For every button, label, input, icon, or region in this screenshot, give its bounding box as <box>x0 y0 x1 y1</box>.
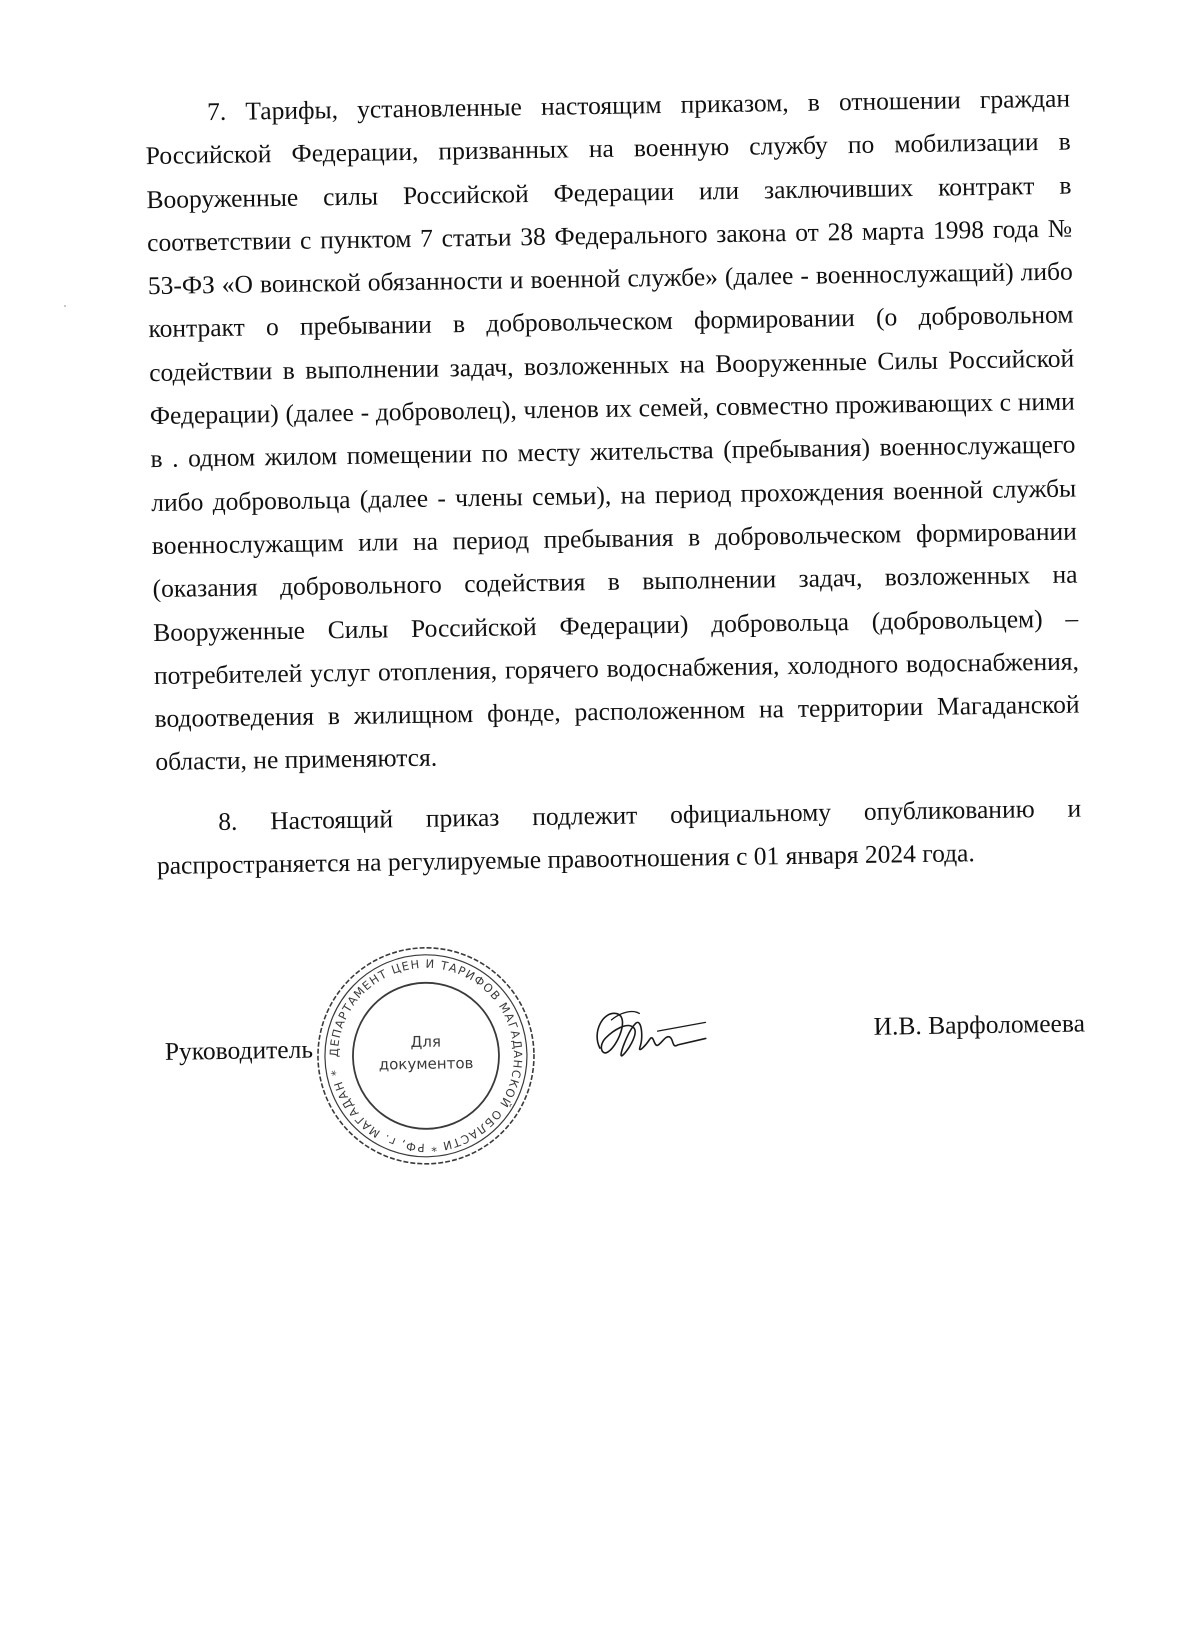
official-stamp <box>313 943 538 1168</box>
paragraph-7: 7. Тарифы, установленные настоящим приказом, в отношении граждан Российской Федерации, призванных на военную службу по мобилизации в Вооруженные силы Российской Федерации или заключивших контракт в соответствии с пунктом 7 статьи 38 Федерального закона от 28 марта 1998 года № 53-ФЗ «О воинской обязанности и военной службе» (далее - военнослужащий) либо контракт о пребывании в добровольческом формировании (о добровольном содействии в выполнении задач, возложенных на Вооруженные Силы Российской Федерации) (далее - доброволец), членов их семей, совместно проживающих с ними в . одном жилом помещении по месту жительства (пребывания) военнослужащего либо добровольца (далее - члены семьи), на период прохождения военной службы военнослужащим или на период пребывания в добровольческом формировании (оказания добровольного содействия в выполнении задач, возложенных на Вооруженные Силы Российской Федерации) добровольца (добровольцем) – потребителей услуг отопления, горячего водоснабжения, холодного водоснабжения, водоотведения в жилищном фонде, расположенном на территории Магаданской области, не применяются. <box>145 83 1080 777</box>
scan-speck <box>64 305 66 307</box>
paragraph-8: 8. Настоящий приказ подлежит официальному опубликованию и распространяется на регулируемые правоотношения с 01 января 2024 года. <box>156 793 1082 881</box>
handwritten-signature <box>587 1000 708 1072</box>
stamp-center-line-2: документов <box>378 1054 474 1074</box>
stamp-center-line-1: Для <box>410 1032 442 1052</box>
signatory-name: И.В. Варфоломеева <box>873 1008 1086 1041</box>
stamp-ring-text: ДЕПАРТАМЕНТ ЦЕН И ТАРИФОВ МАГАДАНСКОЙ ОБЛАСТИ * РФ, г. МАГАДАН * <box>326 956 526 1155</box>
signatory-position: Руководитель <box>164 1034 314 1066</box>
